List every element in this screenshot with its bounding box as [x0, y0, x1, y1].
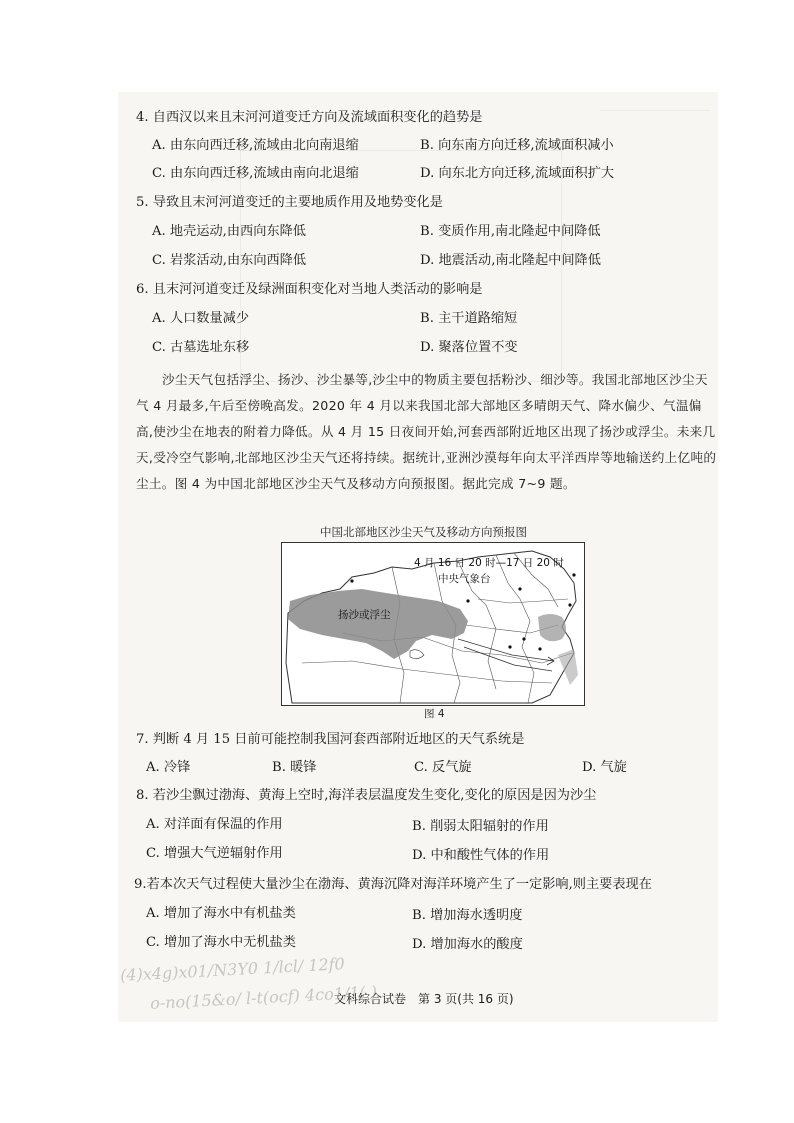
question-4-stem: 4. 自西汉以来且末河河道变迁方向及流域面积变化的趋势是 [136, 110, 483, 125]
question-7-stem: 7. 判断 4 月 15 日前可能控制我国河套西部附近地区的天气系统是 [136, 732, 525, 747]
map-time-label: 4 月 16 日 20 时—17 日 20 时 [414, 557, 564, 569]
question-6-option-c[interactable]: C. 古墓选址东移 [152, 340, 250, 355]
question-4-option-a[interactable]: A. 由东向西迁移,流域由北向南退缩 [152, 138, 359, 153]
bohai-sea [538, 614, 566, 641]
figure-number: 图 4 [424, 708, 445, 720]
question-5-option-d[interactable]: D. 地震活动,南北隆起中间降低 [420, 253, 601, 268]
bleed-through-text [600, 110, 710, 171]
question-7-option-b[interactable]: B. 暖锋 [272, 760, 317, 775]
question-9-option-d[interactable]: D. 增加海水的酸度 [412, 937, 523, 952]
question-9-option-b[interactable]: B. 增加海水透明度 [412, 908, 523, 923]
reading-passage: 沙尘天气包括浮尘、扬沙、沙尘暴等,沙尘中的物质主要包括粉沙、细沙等。我国北部地区沙尘天气 4 月最多,午后至傍晚高发。2020 年 4 月以来我国北部大部地区多晴朗天气、降水偏少、气温偏高,使沙尘在地表的附着力降低。从 4 月 15 日夜间开始,河套西部附近地区出现了扬沙或浮尘。未来几天,受冷空气影响,北部地区沙尘天气还将持续。据统计,亚洲沙漠每年向太平洋西岸等地输送约上亿吨的尘土。图 4 为中国北部地区沙尘天气及移动方向预报图。据此完成 7~9 题。 [136, 372, 717, 491]
dust-region-label: 扬沙或浮尘 [338, 609, 391, 621]
question-6-option-a[interactable]: A. 人口数量减少 [152, 311, 250, 326]
question-4-option-d[interactable]: D. 向东北方向迁移,流域面积扩大 [420, 166, 615, 181]
dust-region [288, 589, 468, 659]
question-8-option-a[interactable]: A. 对洋面有保温的作用 [146, 817, 283, 832]
question-4-option-b[interactable]: B. 向东南方向迁移,流域面积减小 [420, 138, 614, 153]
question-8-stem: 8. 若沙尘飘过渤海、黄海上空时,海洋表层温度发生变化,变化的原因是因为沙尘 [136, 788, 597, 803]
question-6-stem: 6. 且末河河道变迁及绿洲面积变化对当地人类活动的影响是 [136, 282, 483, 297]
dust-forecast-map [281, 542, 585, 706]
question-8-option-c[interactable]: C. 增强大气逆辐射作用 [146, 846, 283, 861]
question-7-option-a[interactable]: A. 冷锋 [146, 760, 191, 775]
question-5-option-c[interactable]: C. 岩浆活动,由东向西降低 [152, 253, 307, 268]
map-source-label: 中央气象台 [438, 573, 491, 585]
question-5-stem: 5. 导致且末河河道变迁的主要地质作用及地势变化是 [136, 195, 443, 210]
question-8-option-b[interactable]: B. 削弱太阳辐射的作用 [412, 819, 549, 834]
question-5-option-a[interactable]: A. 地壳运动,由西向东降低 [152, 224, 306, 239]
figure-title: 中国北部地区沙尘天气及移动方向预报图 [320, 525, 527, 539]
question-7-option-d[interactable]: D. 气旋 [582, 760, 627, 775]
question-6-option-b[interactable]: B. 主干道路缩短 [420, 311, 518, 326]
question-8-option-d[interactable]: D. 中和酸性气体的作用 [412, 848, 550, 863]
question-5-option-b[interactable]: B. 变质作用,南北隆起中间降低 [420, 224, 601, 239]
question-9-stem: 9.若本次天气过程使大量沙尘在渤海、黄海沉降对海洋环境产生了一定影响,则主要表现在 [134, 877, 652, 892]
handwritten-note-1: (4)x4g)x01/N3Y0 1/lcl/ 12f0 [119, 954, 346, 985]
question-4-option-c[interactable]: C. 由东向西迁移,流域由南向北退缩 [152, 166, 359, 181]
yellow-sea [558, 649, 578, 685]
question-9-option-c[interactable]: C. 增加了海水中无机盐类 [146, 935, 296, 950]
page-footer: 文科综合试卷 第 3 页(共 16 页) [334, 992, 514, 1006]
question-7-option-c[interactable]: C. 反气旋 [414, 760, 472, 775]
question-6-option-d[interactable]: D. 聚落位置不变 [420, 340, 518, 355]
lake-outline [410, 650, 424, 659]
handwritten-note-2: o-no(15&o/ l-t(ocf) 4co1/1( ) [149, 982, 378, 1013]
question-9-option-a[interactable]: A. 增加了海水中有机盐类 [146, 906, 296, 921]
movement-arrows [458, 639, 554, 671]
